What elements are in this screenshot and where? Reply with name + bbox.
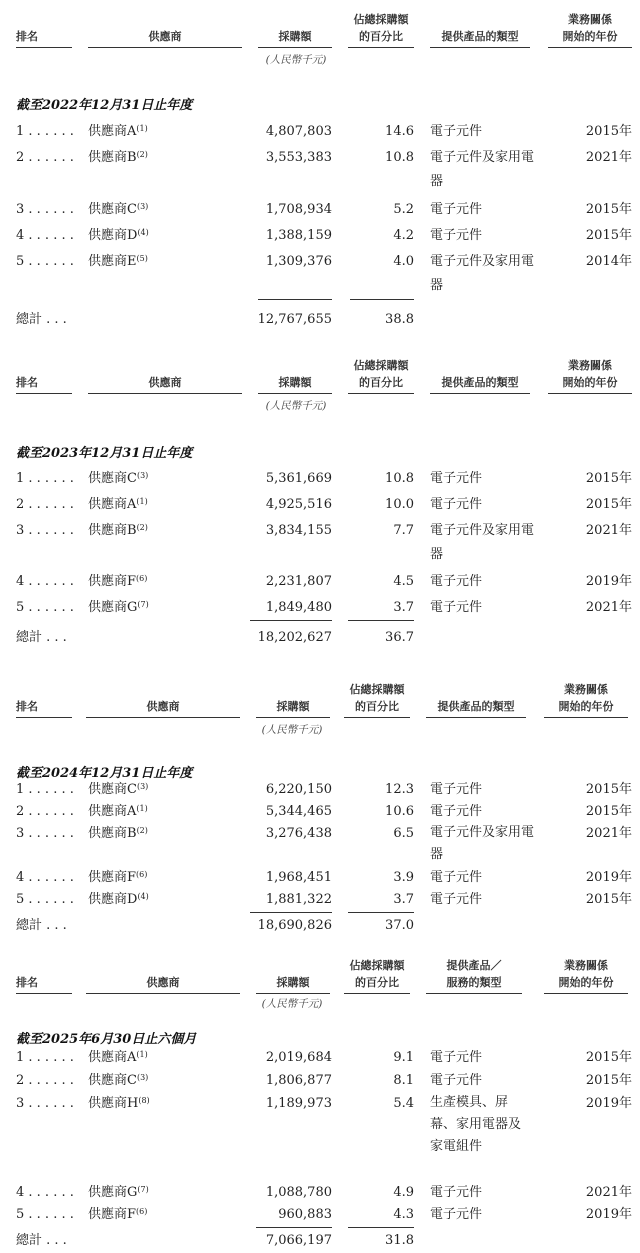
year-cell: 2015年 [585, 228, 632, 243]
footnote-mark: (7) [137, 1185, 149, 1194]
supplier-cell [88, 1046, 148, 1070]
type-cell: 電子元件 [430, 1073, 483, 1088]
supplier-name: 供應商B [88, 150, 137, 165]
amount-cell: 3,553,383 [265, 150, 332, 165]
header-since [544, 681, 628, 718]
year-cell: 2019年 [585, 574, 632, 589]
year-cell: 2015年 [585, 1073, 632, 1088]
year-cell: 2015年 [585, 124, 632, 139]
year-cell: 2021年 [585, 826, 632, 841]
supplier-name: 供應商H [88, 1096, 139, 1111]
amount-cell: 4,807,803 [265, 124, 332, 139]
supplier-name: 供應商C [88, 202, 137, 217]
footnote-mark: (3) [136, 1073, 149, 1082]
rank-cell: 4 . . . . . . [16, 574, 74, 589]
rank-cell: 1 . . . . . . [16, 471, 74, 486]
supplier-cell [88, 1203, 147, 1227]
supplier-cell [88, 1181, 149, 1205]
amount-cell: 1,806,877 [265, 1073, 332, 1088]
header-supplier: 供應商 [88, 374, 242, 394]
rank-cell: 2 . . . . . . [16, 150, 74, 165]
rank-cell: 4 . . . . . . [16, 870, 74, 885]
supplier-cell [88, 1069, 148, 1093]
type-cell: 電子元件 [430, 1185, 483, 1200]
unit-label: (人民幣千元) [265, 400, 327, 412]
header-share [344, 957, 410, 994]
total-amount: 18,202,627 [257, 630, 332, 645]
type-cell: 電子元件 [430, 600, 483, 615]
footnote-mark: (6) [136, 1207, 148, 1216]
supplier-name: 供應商F [88, 870, 137, 885]
header-share-line2: 的百分比 [355, 976, 399, 989]
header-type: 提供產品的類型 [426, 698, 526, 718]
footnote-mark: (4) [137, 892, 149, 901]
header-supplier: 供應商 [86, 974, 240, 994]
percent-cell: 4.3 [348, 1203, 414, 1228]
header-since-line2: 開始的年份 [558, 700, 614, 713]
type-cell: 電子元件 [430, 574, 483, 589]
supplier-name: 供應商C [88, 471, 137, 486]
year-cell: 2015年 [585, 202, 632, 217]
percent-cell: 3.7 [348, 596, 414, 621]
amount-cell: 1,968,451 [265, 870, 332, 885]
header-type-line1: 提供產品／ [446, 959, 502, 972]
header-rank: 排名 [16, 28, 72, 48]
header-amount: 採購額 [258, 28, 332, 48]
supplier-name: 供應商B [88, 523, 137, 538]
percent-cell: 14.6 [385, 124, 414, 139]
total-amount: 12,767,655 [257, 312, 332, 327]
year-cell: 2015年 [585, 804, 632, 819]
header-type: 提供產品的類型 [430, 28, 530, 48]
supplier-cell [88, 596, 149, 620]
header-type [426, 957, 522, 994]
header-since-line2: 開始的年份 [562, 376, 618, 389]
amount-cell: 2,019,684 [265, 1050, 332, 1065]
supplier-name: 供應商G [88, 1185, 138, 1200]
supplier-name: 供應商C [88, 1073, 137, 1088]
percent-cell: 10.8 [385, 150, 414, 165]
supplier-cell [88, 493, 148, 517]
subtotal-rule [350, 299, 414, 300]
supplier-name: 供應商D [88, 228, 138, 243]
rank-cell: 2 . . . . . . [16, 1073, 74, 1088]
rank-cell: 5 . . . . . . [16, 1207, 74, 1222]
rank-cell: 3 . . . . . . [16, 202, 74, 217]
amount-cell: 1,881,322 [250, 888, 332, 913]
amount-cell: 1,708,934 [265, 202, 332, 217]
percent-cell: 3.7 [348, 888, 414, 913]
table-header [0, 950, 640, 994]
rank-cell: 5 . . . . . . [16, 892, 74, 907]
header-share-line1: 佔總採購額 [353, 359, 409, 372]
year-cell: 2015年 [585, 1050, 632, 1065]
supplier-name: 供應商D [88, 892, 138, 907]
year-cell: 2019年 [585, 1207, 632, 1222]
footnote-mark: (6) [136, 870, 148, 879]
header-type-line2: 服務的類型 [446, 976, 502, 989]
header-share-line2: 的百分比 [359, 376, 403, 389]
supplier-cell [88, 822, 148, 846]
amount-cell: 1,388,159 [265, 228, 332, 243]
total-percent: 36.7 [385, 630, 414, 645]
type-cell: 電子元件 [430, 1207, 483, 1222]
rank-cell: 1 . . . . . . [16, 124, 74, 139]
type-cell: 電子元件 [430, 471, 483, 486]
rank-cell: 2 . . . . . . [16, 497, 74, 512]
percent-cell: 4.0 [393, 254, 414, 269]
supplier-cell [88, 866, 147, 890]
supplier-cell [88, 467, 148, 491]
rank-cell: 4 . . . . . . [16, 1185, 74, 1200]
year-cell: 2015年 [585, 892, 632, 907]
header-rank: 排名 [16, 374, 72, 394]
rank-cell: 2 . . . . . . [16, 804, 74, 819]
header-share-line1: 佔總採購額 [349, 683, 405, 696]
header-amount: 採購額 [256, 698, 330, 718]
total-label: 總計 . . . [16, 312, 67, 327]
supplier-cell [88, 224, 149, 248]
percent-cell: 12.3 [385, 782, 414, 797]
percent-cell: 5.2 [393, 202, 414, 217]
footnote-mark: (7) [137, 600, 149, 609]
type-cell: 電子元件 [430, 870, 483, 885]
total-label: 總計 . . . [16, 1233, 67, 1248]
percent-cell: 4.5 [393, 574, 414, 589]
type-cell: 電子元件及家用電器 [430, 254, 535, 293]
year-cell: 2015年 [585, 497, 632, 512]
total-label: 總計 . . . [16, 630, 67, 645]
percent-cell: 10.6 [385, 804, 414, 819]
supplier-name: 供應商A [88, 497, 137, 512]
footnote-mark: (2) [136, 150, 148, 159]
supplier-name: 供應商G [88, 600, 138, 615]
supplier-name: 供應商B [88, 826, 137, 841]
supplier-cell [88, 120, 148, 144]
year-cell: 2015年 [585, 782, 632, 797]
supplier-cell [88, 800, 148, 824]
footnote-mark: (1) [136, 497, 148, 506]
supplier-cell [88, 519, 148, 543]
percent-cell: 4.9 [393, 1185, 414, 1200]
amount-cell: 1,189,973 [265, 1096, 332, 1111]
header-share-line2: 的百分比 [359, 30, 403, 43]
percent-cell: 5.4 [393, 1096, 414, 1111]
amount-cell: 3,276,438 [265, 826, 332, 841]
footnote-mark: (2) [136, 826, 148, 835]
supplier-name: 供應商F [88, 574, 137, 589]
rank-cell: 3 . . . . . . [16, 1096, 74, 1111]
table-header [0, 4, 640, 48]
header-since-line2: 開始的年份 [558, 976, 614, 989]
header-supplier: 供應商 [86, 698, 240, 718]
percent-cell: 3.9 [393, 870, 414, 885]
type-cell: 電子元件 [430, 892, 483, 907]
supplier-name: 供應商F [88, 1207, 137, 1222]
amount-cell: 1,309,376 [265, 254, 332, 269]
amount-cell: 3,834,155 [265, 523, 332, 538]
footnote-mark: (4) [137, 228, 149, 237]
subtotal-rule [258, 299, 332, 300]
rank-cell: 5 . . . . . . [16, 600, 74, 615]
supplier-cell [88, 778, 148, 802]
total-percent: 31.8 [385, 1233, 414, 1248]
footnote-mark: (5) [136, 254, 148, 263]
footnote-mark: (6) [136, 574, 148, 583]
total-amount: 18,690,826 [257, 918, 332, 933]
total-label: 總計 . . . [16, 918, 67, 933]
percent-cell: 7.7 [393, 523, 414, 538]
header-share [348, 11, 414, 48]
percent-cell: 10.8 [385, 471, 414, 486]
type-cell: 電子元件 [430, 1050, 483, 1065]
unit-label: (人民幣千元) [261, 998, 323, 1010]
year-cell: 2014年 [585, 254, 632, 269]
type-cell: 電子元件 [430, 202, 483, 217]
amount-cell: 1,849,480 [250, 596, 332, 621]
header-share-line2: 的百分比 [355, 700, 399, 713]
total-percent: 37.0 [385, 918, 414, 933]
amount-cell: 2,231,807 [265, 574, 332, 589]
amount-cell: 5,361,669 [265, 471, 332, 486]
year-cell: 2021年 [585, 523, 632, 538]
supplier-name: 供應商E [88, 254, 137, 269]
header-since-line1: 業務關係 [564, 683, 608, 696]
year-cell: 2021年 [585, 600, 632, 615]
section-title: 截至2024年12月31日止年度 [16, 766, 193, 781]
rank-cell: 1 . . . . . . [16, 782, 74, 797]
header-amount: 採購額 [258, 374, 332, 394]
amount-cell: 1,088,780 [265, 1185, 332, 1200]
header-share [348, 357, 414, 394]
type-cell: 生產模具、屏幕、家用電器及家電組件 [430, 1095, 522, 1154]
header-since-line2: 開始的年份 [562, 30, 618, 43]
header-supplier: 供應商 [88, 28, 242, 48]
rank-cell: 3 . . . . . . [16, 523, 74, 538]
percent-cell: 6.5 [393, 826, 414, 841]
amount-cell: 5,344,465 [265, 804, 332, 819]
year-cell: 2019年 [585, 1096, 632, 1111]
header-share-line1: 佔總採購額 [349, 959, 405, 972]
total-amount: 7,066,197 [265, 1233, 332, 1248]
total-percent: 38.8 [385, 312, 414, 327]
unit-label: (人民幣千元) [261, 724, 323, 736]
header-since-line1: 業務關係 [568, 13, 612, 26]
footnote-mark: (2) [136, 523, 148, 532]
type-cell: 電子元件 [430, 782, 483, 797]
type-cell: 電子元件及家用電器 [430, 523, 535, 562]
percent-cell: 10.0 [385, 497, 414, 512]
amount-cell: 960,883 [256, 1203, 332, 1228]
supplier-cell [88, 146, 148, 170]
footnote-mark: (1) [136, 804, 148, 813]
header-since [544, 957, 628, 994]
header-since-line1: 業務關係 [568, 359, 612, 372]
rank-cell: 5 . . . . . . [16, 254, 74, 269]
footnote-mark: (1) [136, 1050, 148, 1059]
type-cell: 電子元件及家用電器 [430, 825, 535, 862]
supplier-name: 供應商A [88, 124, 137, 139]
type-cell: 電子元件 [430, 497, 483, 512]
percent-cell: 4.2 [393, 228, 414, 243]
table-header [0, 674, 640, 718]
footnote-mark: (3) [136, 782, 149, 791]
supplier-cell [88, 250, 148, 274]
percent-cell: 8.1 [393, 1073, 414, 1088]
header-rank: 排名 [16, 698, 72, 718]
header-since [548, 11, 632, 48]
supplier-name: 供應商A [88, 804, 137, 819]
footnote-mark: (3) [136, 471, 149, 480]
section-title: 截至2025年6月30日止六個月 [16, 1032, 197, 1047]
header-since-line1: 業務關係 [564, 959, 608, 972]
supplier-cell [88, 1092, 150, 1116]
header-since [548, 357, 632, 394]
supplier-cell [88, 570, 147, 594]
header-rank: 排名 [16, 974, 72, 994]
rank-cell: 3 . . . . . . [16, 826, 74, 841]
unit-label: (人民幣千元) [265, 54, 327, 66]
supplier-name: 供應商A [88, 1050, 137, 1065]
footnote-mark: (8) [138, 1096, 150, 1105]
year-cell: 2021年 [585, 1185, 632, 1200]
year-cell: 2021年 [585, 150, 632, 165]
header-type: 提供產品的類型 [430, 374, 530, 394]
section-title: 截至2023年12月31日止年度 [16, 446, 193, 461]
year-cell: 2019年 [585, 870, 632, 885]
header-amount: 採購額 [256, 974, 330, 994]
header-share [344, 681, 410, 718]
amount-cell: 4,925,516 [265, 497, 332, 512]
supplier-cell [88, 198, 148, 222]
footnote-mark: (1) [136, 124, 148, 133]
type-cell: 電子元件 [430, 228, 483, 243]
type-cell: 電子元件 [430, 124, 483, 139]
type-cell: 電子元件 [430, 804, 483, 819]
footnote-mark: (3) [136, 202, 149, 211]
type-cell: 電子元件及家用電器 [430, 150, 535, 189]
table-header [0, 350, 640, 394]
section-title: 截至2022年12月31日止年度 [16, 98, 193, 113]
year-cell: 2015年 [585, 471, 632, 486]
percent-cell: 9.1 [393, 1050, 414, 1065]
header-share-line1: 佔總採購額 [353, 13, 409, 26]
rank-cell: 1 . . . . . . [16, 1050, 74, 1065]
rank-cell: 4 . . . . . . [16, 228, 74, 243]
supplier-name: 供應商C [88, 782, 137, 797]
supplier-cell [88, 888, 149, 912]
amount-cell: 6,220,150 [265, 782, 332, 797]
